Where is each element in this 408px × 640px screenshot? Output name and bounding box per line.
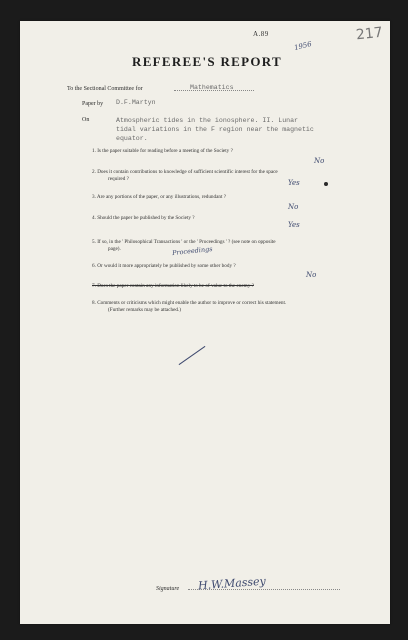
on-title-line-1: Atmospheric tides in the ionosphere. II. Lunar xyxy=(116,117,299,124)
on-label: On xyxy=(82,117,90,123)
answer-2: Yes xyxy=(288,179,300,187)
answer-5: Proceedings xyxy=(171,244,213,258)
handwritten-year: 1956 xyxy=(293,39,313,53)
question-3: 3. Are any portions of the paper, or any illustrations, redundant ? xyxy=(92,194,227,200)
question-4: 4. Should the paper be published by the Society ? xyxy=(92,215,195,221)
question-2: 2. Does it contain contributions to knowledge of sufficient scientific interest for the space xyxy=(92,169,278,175)
question-1: 1. Is the paper suitable for reading before a meeting of the Society ? xyxy=(92,148,233,154)
pen-stroke xyxy=(179,346,206,365)
signature-value: H.W.Massey xyxy=(197,574,267,593)
on-title-line-3: equator. xyxy=(116,135,148,142)
question-8: 8. Comments or criticisms which might enable the author to improve or correct his statement. xyxy=(92,300,287,306)
committee-value: Mathematics xyxy=(190,84,234,91)
answer-1: No xyxy=(314,157,325,165)
question-5: 5. If so, in the ' Philosophical Transactions ' or the ' Proceedings ' ? (see note on opposite xyxy=(92,239,276,245)
answer-6: No xyxy=(306,271,317,279)
question-2-cont: required ? xyxy=(108,176,129,182)
question-5-cont: page). xyxy=(108,246,121,252)
answer-3: No xyxy=(288,203,299,211)
answer-4: Yes xyxy=(288,221,300,229)
report-sheet xyxy=(20,21,390,624)
form-number: A.89 xyxy=(253,30,269,38)
archive-number: 217 xyxy=(355,24,384,44)
paper-by-label: Paper by xyxy=(82,101,104,107)
committee-label: To the Sectional Committee for xyxy=(67,86,143,92)
on-title-line-2: tidal variations in the F region near the magnetic xyxy=(116,126,314,133)
signature-label: Signature xyxy=(156,586,180,592)
question-6: 6. Or would it more appropriately be published by some other body ? xyxy=(92,263,236,269)
paper-author: D.F.Martyn xyxy=(116,99,156,106)
question-8-cont: (Further remarks may be attached.) xyxy=(108,307,182,313)
page-title: REFEREE'S REPORT xyxy=(132,54,283,69)
question-7-struck: 7. Does the paper contain any information likely to be of value to the enemy ? xyxy=(92,283,254,289)
ink-dot xyxy=(324,182,328,186)
